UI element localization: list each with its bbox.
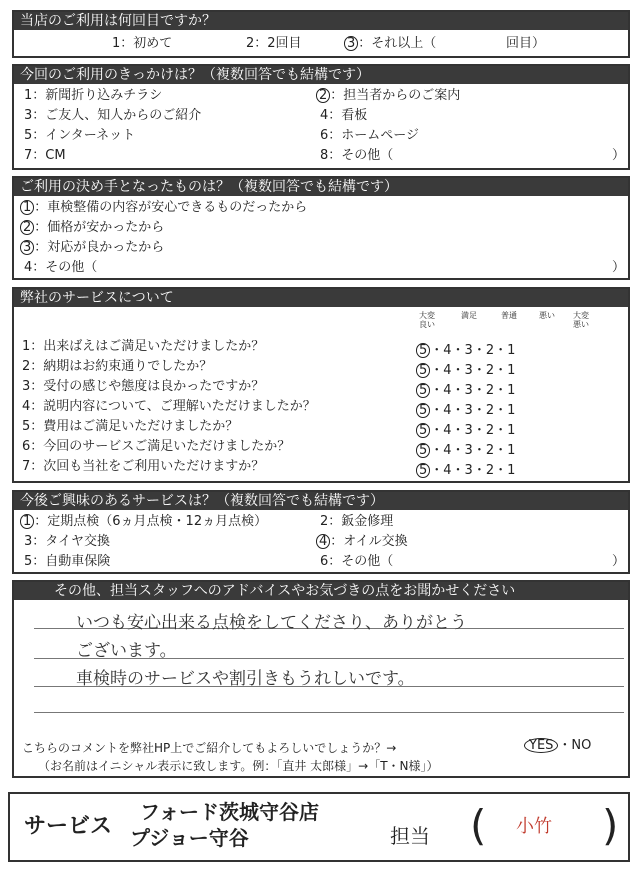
q3-option-1[interactable]: 1 ：車検整備の内容が安心できるものだったから — [20, 200, 307, 216]
q5-option-4[interactable]: 4 ：オイル交換 — [316, 534, 408, 550]
staff-close-paren: ) — [602, 801, 619, 850]
q2-option-8[interactable]: 8：その他（ — [320, 148, 394, 163]
q3-option-2[interactable]: 2 ：価格が安かったから — [20, 220, 164, 236]
q2-option-3[interactable]: 3：ご友人、知人からのご紹介 — [24, 108, 202, 123]
answer-circle: 2 — [316, 88, 330, 103]
scale-header-very-good: 大変良い — [419, 311, 435, 329]
consent-question: こちらのコメントを弊社HP上でご紹介してもよろしいでしょうか？→ — [22, 741, 397, 755]
q5-option-2[interactable]: 2：鈑金修理 — [320, 514, 394, 529]
q3-option-4[interactable]: 4：その他（ — [24, 260, 98, 275]
q2-option-5[interactable]: 5：インターネット — [24, 128, 136, 143]
rating-circle: 5 — [416, 403, 430, 418]
footer-box — [8, 792, 630, 862]
comment-line-2[interactable]: ございます。 — [76, 641, 177, 661]
q4-section — [12, 287, 630, 483]
answer-circle: 3 — [20, 240, 34, 255]
rating-circle: 5 — [416, 463, 430, 478]
q4-item-6: 6：今回のサービスご満足いただけましたか？ — [22, 439, 291, 454]
yes-circle: YES — [524, 738, 558, 753]
q5-option-5[interactable]: 5：自動車保険 — [24, 554, 111, 569]
comment-line-1[interactable]: いつも安心出来る点検をしてくださり、ありがとう — [76, 613, 467, 633]
staff-label: 担当 — [390, 824, 430, 848]
q4-item-7: 7：次回も当社をご利用いただけますか？ — [22, 459, 265, 474]
q4-item-2: 2：納期はお約束通りでしたか？ — [22, 359, 213, 374]
q5-option-1[interactable]: 1 ：定期点検（6ヵ月点検・12ヵ月点検） — [20, 514, 267, 530]
rating-circle: 5 — [416, 383, 430, 398]
consent-answer[interactable]: YES ・NO — [524, 738, 591, 754]
q4-item-1: 1：出来ばえはご満足いただけましたか？ — [22, 339, 265, 354]
scale-header-satisfied: 満足 — [461, 311, 477, 320]
q4-item-5: 5：費用はご満足いただけましたか？ — [22, 419, 239, 434]
q3-title: ご利用の決め手となったものは？（複数回答でも結構です） — [14, 178, 628, 196]
scale-header-average: 普通 — [501, 311, 517, 320]
q1-option-3[interactable]: 3 ：それ以上（ — [344, 36, 436, 52]
q1-count-suffix: 回目） — [506, 36, 546, 51]
store-name-peugeot: プジョー守谷 — [130, 826, 249, 850]
q5-option-6[interactable]: 6：その他（ — [320, 554, 394, 569]
q2-section — [12, 64, 630, 170]
rating-circle: 5 — [416, 423, 430, 438]
q2-option-7[interactable]: 7：CM — [24, 148, 66, 163]
q3-option-3[interactable]: 3 ：対応が良かったから — [20, 240, 164, 256]
q2-title: 今回のご利用のきっかけは？（複数回答でも結構です） — [14, 66, 628, 84]
answer-circle: 1 — [20, 514, 34, 529]
q4-rating-4[interactable]: 5 ・4・3・2・1 — [416, 399, 515, 418]
q4-item-4: 4：説明内容について、ご理解いただけましたか？ — [22, 399, 316, 414]
staff-name[interactable]: 小竹 — [516, 816, 552, 837]
answer-circle: 2 — [20, 220, 34, 235]
q4-rating-7[interactable]: 5 ・4・3・2・1 — [416, 459, 515, 478]
rating-circle: 5 — [416, 343, 430, 358]
q4-rating-5[interactable]: 5 ・4・3・2・1 — [416, 419, 515, 438]
initials-note: （お名前はイニシャル表示に致します。例：「直井 太郎様」→「T・N様」） — [38, 759, 439, 773]
q5-section — [12, 490, 630, 574]
comment-line — [34, 712, 624, 713]
q4-rating-2[interactable]: 5 ・4・3・2・1 — [416, 359, 515, 378]
scale-header-bad: 悪い — [539, 311, 555, 320]
q1-title: 当店のご利用は何回目ですか？ — [14, 12, 628, 30]
q1-option-2[interactable]: 2：2回目 — [246, 36, 302, 51]
q5-title: 今後ご興味のあるサービスは？（複数回答でも結構です） — [14, 492, 628, 510]
rating-circle: 5 — [416, 443, 430, 458]
q4-rating-3[interactable]: 5 ・4・3・2・1 — [416, 379, 515, 398]
store-name-ford: フォード茨城守谷店 — [140, 800, 319, 824]
q2-close-paren: ） — [612, 148, 626, 163]
service-label: サービス — [24, 814, 113, 839]
q4-rating-1[interactable]: 5 ・4・3・2・1 — [416, 339, 515, 358]
answer-circle: 4 — [316, 534, 330, 549]
q4-title: 弊社のサービスについて — [14, 289, 628, 307]
rating-circle: 5 — [416, 363, 430, 378]
q1-option-1[interactable]: 1：初めて — [112, 36, 173, 51]
q2-option-4[interactable]: 4：看板 — [320, 108, 368, 123]
q3-close-paren: ） — [612, 260, 626, 275]
q6-title: その他、担当スタッフへのアドバイスやお気づきの点をお聞かせください — [14, 582, 628, 600]
q5-close-paren: ） — [612, 554, 626, 569]
q4-rating-6[interactable]: 5 ・4・3・2・1 — [416, 439, 515, 458]
q4-item-3: 3：受付の感じや態度は良かったですか？ — [22, 379, 265, 394]
q2-option-6[interactable]: 6：ホームページ — [320, 128, 420, 143]
q2-option-2[interactable]: 2 ：担当者からのご案内 — [316, 88, 460, 104]
q2-option-1[interactable]: 1：新聞折り込みチラシ — [24, 88, 163, 103]
scale-header-very-bad: 大変悪い — [573, 311, 589, 329]
q1-section — [12, 10, 630, 58]
staff-open-paren: ( — [470, 801, 487, 850]
q3-section — [12, 176, 630, 280]
q6-section — [12, 580, 630, 778]
comment-line-3[interactable]: 車検時のサービスや割引きもうれしいです。 — [76, 669, 415, 689]
q5-option-3[interactable]: 3：タイヤ交換 — [24, 534, 111, 549]
answer-circle: 3 — [344, 36, 358, 51]
answer-circle: 1 — [20, 200, 34, 215]
